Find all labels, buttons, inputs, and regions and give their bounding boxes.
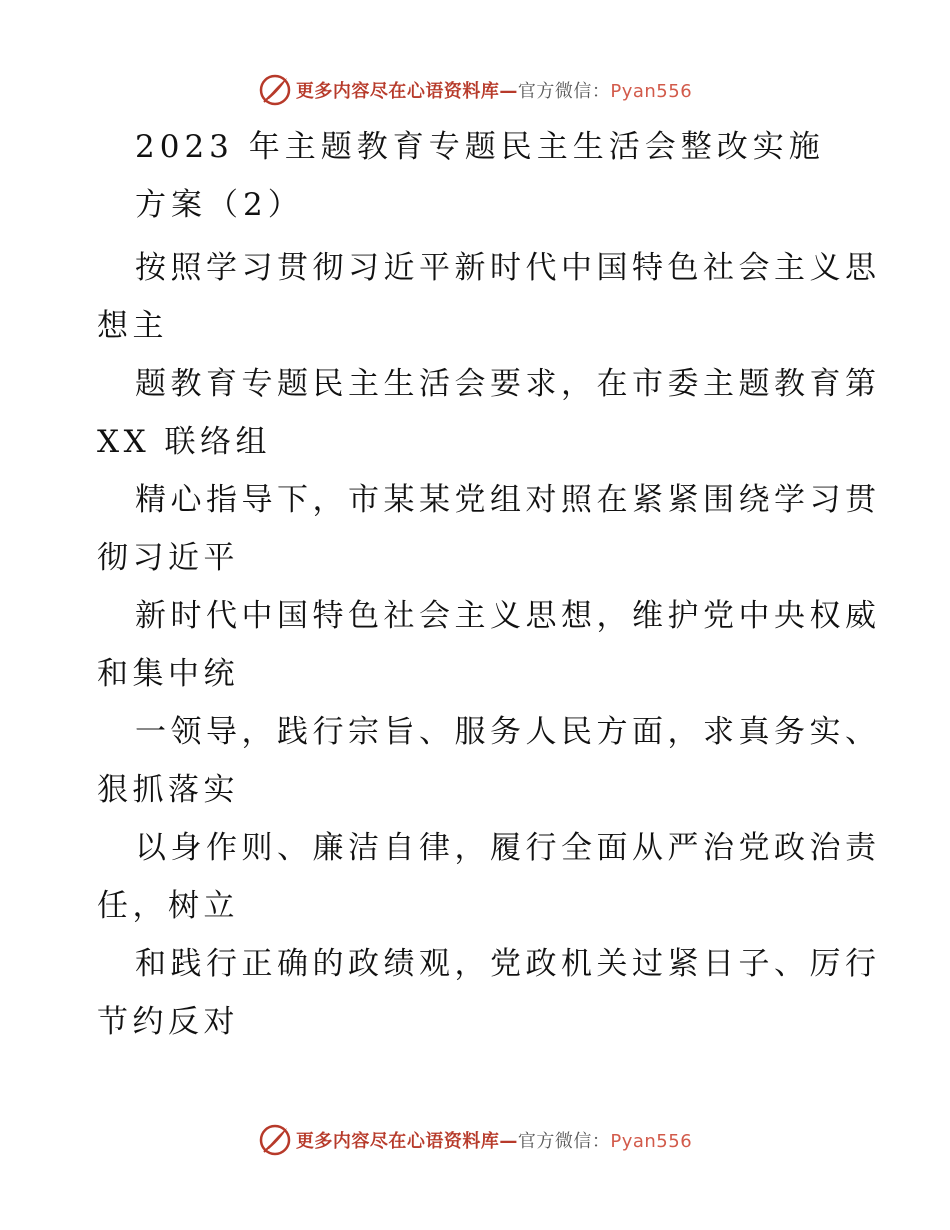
paragraph-line: 新时代中国特色社会主义思想，维护党中央权威 (135, 598, 881, 634)
paragraph-line: 和集中统 (97, 656, 239, 692)
paragraph-line: 任，树立 (97, 888, 239, 924)
feather-logo-icon (258, 1123, 292, 1157)
paragraph-line: 狠抓落实 (97, 772, 239, 808)
footer-banner-main: 更多内容尽在心语资料库 (295, 1131, 500, 1152)
footer-banner (0, 1120, 950, 1160)
header-banner-account: Pyan556 (610, 81, 693, 102)
header-banner-text (296, 77, 692, 103)
paragraph-line: XX 联络组 (97, 424, 271, 460)
document-title-line-2: 方案（2） (135, 187, 304, 223)
footer-banner-text (296, 1127, 692, 1153)
footer-banner-account: Pyan556 (610, 1131, 693, 1152)
feather-logo-icon (258, 73, 292, 107)
paragraph-line: 想主 (97, 308, 168, 344)
footer-banner-sub: 官方微信： (517, 1131, 611, 1152)
document-title-line-1: 2023 年主题教育专题民主生活会整改实施 (135, 129, 825, 165)
paragraph-line: 一领导，践行宗旨、服务人民方面，求真务实、 (135, 714, 881, 750)
document-body (97, 123, 881, 1051)
paragraph-line: 按照学习贯彻习近平新时代中国特色社会主义思 (135, 250, 881, 286)
paragraph-line: 精心指导下，市某某党组对照在紧紧围绕学习贯 (135, 482, 881, 518)
paragraph-line: 彻习近平 (97, 540, 239, 576)
header-banner-main: 更多内容尽在心语资料库 (295, 81, 500, 102)
footer-banner-dash: — (499, 1131, 518, 1152)
header-banner-dash: — (499, 81, 518, 102)
paragraph-line: 和践行正确的政绩观，党政机关过紧日子、厉行 (135, 946, 881, 982)
paragraph-line: 节约反对 (97, 1004, 239, 1040)
header-banner-inner (258, 73, 692, 107)
footer-banner-inner (258, 1123, 692, 1157)
paragraph-lines (97, 239, 881, 1051)
paragraph-line: 以身作则、廉洁自律，履行全面从严治党政治责 (135, 830, 881, 866)
title-spacer (97, 171, 857, 181)
paragraph-line: 题教育专题民主生活会要求，在市委主题教育第 (135, 366, 881, 402)
header-banner-sub: 官方微信： (517, 81, 611, 102)
header-banner (0, 70, 950, 110)
title-spacer (97, 229, 857, 239)
